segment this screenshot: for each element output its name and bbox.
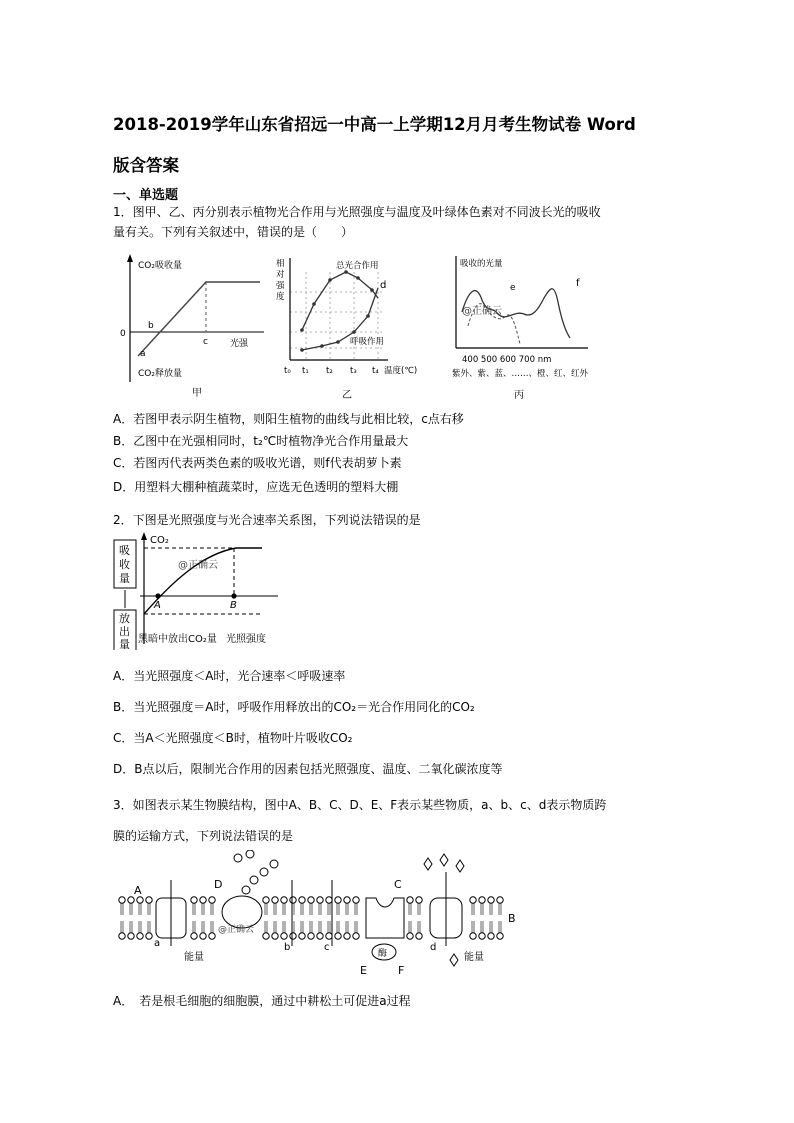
bing-watermark: @正确云 (462, 306, 502, 317)
lipid-head (272, 897, 278, 903)
jia-zero: 0 (120, 329, 126, 339)
label-A: A (134, 884, 142, 897)
lipid-head (263, 897, 269, 903)
lipid-head (326, 897, 332, 903)
figure-jia (118, 252, 268, 400)
lipid-tail (418, 921, 420, 933)
lipid-tail (265, 921, 267, 933)
lipid-head (137, 933, 143, 939)
lipid-tail (346, 903, 348, 915)
label-c: c (324, 942, 330, 953)
q3-stem-line-1: 3．如图表示某生物膜结构，图中A、B、C、D、E、F表示某些物质，a、b、c、d表示物质跨 (113, 798, 607, 812)
bing-label-e: e (510, 283, 516, 293)
bing-ylabel: 吸收的光量 (460, 259, 503, 269)
lipid-head (497, 897, 503, 903)
lipid-tail (202, 921, 204, 933)
q1-stem-line-2: 量有关。下列有关叙述中，错误的是（ ） (113, 225, 354, 239)
lipid-head (344, 897, 350, 903)
bing-label-f: f (576, 278, 580, 289)
lipid-tail (328, 903, 330, 915)
lipid-tail (328, 921, 330, 933)
energy-label-d: 能量 (464, 952, 484, 963)
lipid-head (137, 897, 143, 903)
jia-y-arrow (127, 254, 133, 262)
lipid-tail (139, 903, 141, 915)
lipid-tail (121, 903, 123, 915)
lipid-tail (130, 903, 132, 915)
lipid-tail (202, 903, 204, 915)
q3-option-a: A． 若是根毛细胞的细胞膜，通过中耕松土可促进a过程 (113, 994, 411, 1008)
figure-q3-membrane (114, 850, 526, 980)
lipid-tail (265, 903, 267, 915)
lipid-tail (346, 921, 348, 933)
lipid-head (146, 897, 152, 903)
lipid-head (209, 933, 215, 939)
q2-watermark: @正确云 (178, 560, 218, 571)
yi-xlabel: 温度(℃) (384, 366, 418, 376)
q2-dark-label: 黑暗中放出CO₂量 (138, 634, 217, 645)
lipid-head (299, 933, 305, 939)
lipid-head (353, 897, 359, 903)
lipid-tail (355, 921, 357, 933)
svg-text:t₂: t₂ (326, 366, 333, 376)
lipid-head (209, 897, 215, 903)
q2-curve (144, 548, 262, 614)
lipid-tail (499, 921, 501, 933)
q2-option-b: B．当光照强度＝A时，呼吸作用释放出的CO₂＝光合作用同化的CO₂ (113, 700, 475, 714)
question-3-stem (113, 790, 683, 852)
lipid-head (191, 933, 197, 939)
lipid-head (308, 897, 314, 903)
yi-ticks (284, 366, 379, 376)
q2-option-d: D．B点以后，限制光合作用的因素包括光照强度、温度、二氧化碳浓度等 (113, 762, 503, 776)
lipid-tail (310, 921, 312, 933)
lipid-tail (499, 903, 501, 915)
svg-text:收: 收 (119, 558, 130, 571)
label-C: C (394, 878, 402, 891)
lipid-head (128, 897, 134, 903)
svg-text:出: 出 (119, 625, 130, 638)
q2-y-arrow (141, 532, 147, 540)
q3-watermark: @正确云 (218, 925, 255, 935)
energy-label-a: 能量 (184, 952, 204, 963)
lipid-head (119, 933, 125, 939)
q2-xlabel: 光照强度 (226, 634, 266, 645)
svg-text:t₀: t₀ (284, 366, 291, 376)
lipid-tail (121, 921, 123, 933)
lipid-tail (472, 921, 474, 933)
lipid-tail (337, 921, 339, 933)
label-b: b (284, 942, 291, 953)
lipid-head (317, 897, 323, 903)
lipid-head (416, 897, 422, 903)
lipid-tail (319, 903, 321, 915)
document-title (113, 104, 703, 186)
enzyme-label: 酶 (378, 949, 388, 959)
sugar-chain (234, 850, 278, 894)
lipid-head (335, 897, 341, 903)
lipid-head (416, 933, 422, 939)
svg-text:量: 量 (119, 638, 130, 650)
lipid-head (407, 933, 413, 939)
lipid-tail (490, 903, 492, 915)
lipid-tail (409, 921, 411, 933)
svg-text:t₄: t₄ (372, 366, 379, 376)
title-line-2: 版含答案 (113, 156, 179, 175)
svg-text:量: 量 (119, 572, 130, 585)
lipid-tail (139, 921, 141, 933)
svg-text:吸: 吸 (119, 544, 130, 557)
carrier-enzyme (366, 898, 404, 938)
lipid-tail (481, 921, 483, 933)
svg-text:对: 对 (276, 270, 285, 280)
q1-stem-line-1: 1．图甲、乙、丙分别表示植物光合作用与光照强度与温度及叶绿体色素对不同波长光的吸收 (113, 205, 601, 219)
lipid-tail (283, 903, 285, 915)
lipid-tail (301, 921, 303, 933)
lipid-head (263, 933, 269, 939)
lipid-tail (274, 903, 276, 915)
lipid-tail (409, 903, 411, 915)
lipid-head (470, 933, 476, 939)
lipid-tail (490, 921, 492, 933)
lipid-tail (193, 903, 195, 915)
jia-label-a: a (140, 349, 146, 359)
jia-xlabel: 光强 (230, 339, 249, 349)
lipid-head (272, 933, 278, 939)
yi-caption: 乙 (342, 390, 352, 401)
lipid-head (200, 933, 206, 939)
q1-option-c: C．若图丙代表两类色素的吸收光谱，则f代表胡萝卜素 (113, 456, 402, 470)
lipid-tail (481, 903, 483, 915)
lipid-head (128, 933, 134, 939)
lipid-head (488, 897, 494, 903)
lipid-head (353, 933, 359, 939)
lipid-tail (148, 903, 150, 915)
q1-option-b: B．乙图中在光强相同时，t₂℃时植物净光合作用量最大 (113, 434, 409, 448)
lipid-head (308, 933, 314, 939)
q3-stem-line-2: 膜的运输方式，下列说法错误的是 (113, 829, 294, 843)
q1-option-d: D．用塑料大棚种植蔬菜时，应选无色透明的塑料大棚 (113, 480, 399, 494)
jia-ylabel-top: CO₂吸收量 (138, 261, 182, 271)
lipid-head (290, 897, 296, 903)
q2-label-b: B (230, 600, 237, 611)
lipid-tail (472, 903, 474, 915)
yi-total-curve (302, 272, 378, 330)
glycoprotein-d (222, 896, 262, 928)
jia-label-b: b (148, 321, 154, 331)
q2-point-a (155, 593, 160, 598)
lipid-tail (211, 921, 213, 933)
lipid-head (119, 897, 125, 903)
lipid-head (200, 897, 206, 903)
lipid-head (407, 897, 413, 903)
title-line-1: 2018-2019学年山东省招远一中高一上学期12月月考生物试卷 Word (113, 115, 636, 134)
lipid-head (479, 933, 485, 939)
svg-text:相: 相 (276, 259, 285, 269)
figure-q2 (112, 532, 282, 650)
lipid-tail (193, 921, 195, 933)
lipid-head (488, 933, 494, 939)
jia-ylabel-bottom: CO₂释放量 (138, 369, 182, 379)
lipid-head (335, 933, 341, 939)
jia-label-c: c (203, 337, 208, 347)
question-1-stem (113, 202, 683, 242)
q2-option-a: A．当光照强度＜A时，光合速率＜呼吸速率 (113, 669, 346, 683)
svg-text:t₁: t₁ (302, 366, 309, 376)
lipid-head (470, 897, 476, 903)
label-E: E (360, 964, 367, 977)
q1-option-a: A．若图甲表示阴生植物，则阳生植物的曲线与此相比较，c点右移 (113, 412, 464, 426)
q2-point-b (231, 593, 236, 598)
yi-curve1-label: 总光合作用 (336, 261, 379, 271)
q2-release-label (119, 612, 130, 650)
lipid-head (479, 897, 485, 903)
lipid-tail (319, 921, 321, 933)
lipid-head (317, 933, 323, 939)
label-a: a (154, 938, 161, 949)
section-heading: 一、单选题 (113, 188, 179, 203)
lipid-head (281, 933, 287, 939)
yi-label-d: d (380, 280, 387, 291)
jia-caption: 甲 (192, 388, 202, 399)
label-D: D (214, 878, 223, 891)
q2-co2-label: CO₂ (150, 535, 169, 546)
lipid-tail (418, 903, 420, 915)
lipid-tail (274, 921, 276, 933)
bing-colors: 紫外、紫、蓝、……、橙、红、红外 (452, 369, 589, 379)
lipid-head (191, 897, 197, 903)
lipid-head (344, 933, 350, 939)
lipid-head (146, 933, 152, 939)
lipid-head (326, 933, 332, 939)
svg-text:t₃: t₃ (350, 366, 357, 376)
label-d: d (430, 942, 437, 953)
lipid-tail (337, 903, 339, 915)
lipid-tail (310, 903, 312, 915)
lipid-tail (211, 903, 213, 915)
lipid-tail (355, 903, 357, 915)
lipid-head (497, 933, 503, 939)
lipid-tail (283, 921, 285, 933)
svg-text:度: 度 (276, 292, 285, 302)
figure-yi (272, 252, 442, 402)
lipid-head (299, 897, 305, 903)
svg-text:强: 强 (276, 281, 285, 291)
lipid-head (290, 933, 296, 939)
label-B: B (508, 912, 516, 925)
yi-curve2-label: 呼吸作用 (350, 337, 385, 347)
bing-caption: 丙 (514, 390, 524, 401)
figure-bing (448, 252, 618, 402)
q2-absorb-label (119, 544, 130, 585)
svg-text:放: 放 (119, 612, 130, 625)
lipid-tail (148, 921, 150, 933)
label-F: F (398, 964, 405, 977)
bing-ticks: 400 500 600 700 nm (462, 355, 552, 365)
lipid-tail (130, 921, 132, 933)
question-2-stem: 2．下图是光照强度与光合速率关系图，下列说法错误的是 (113, 513, 421, 527)
q2-label-a: A (154, 600, 161, 611)
lipid-tail (301, 903, 303, 915)
q2-option-c: C．当A＜光照强度＜B时，植物叶片吸收CO₂ (113, 731, 353, 745)
yi-ylabel (276, 258, 285, 302)
lipid-head (281, 897, 287, 903)
